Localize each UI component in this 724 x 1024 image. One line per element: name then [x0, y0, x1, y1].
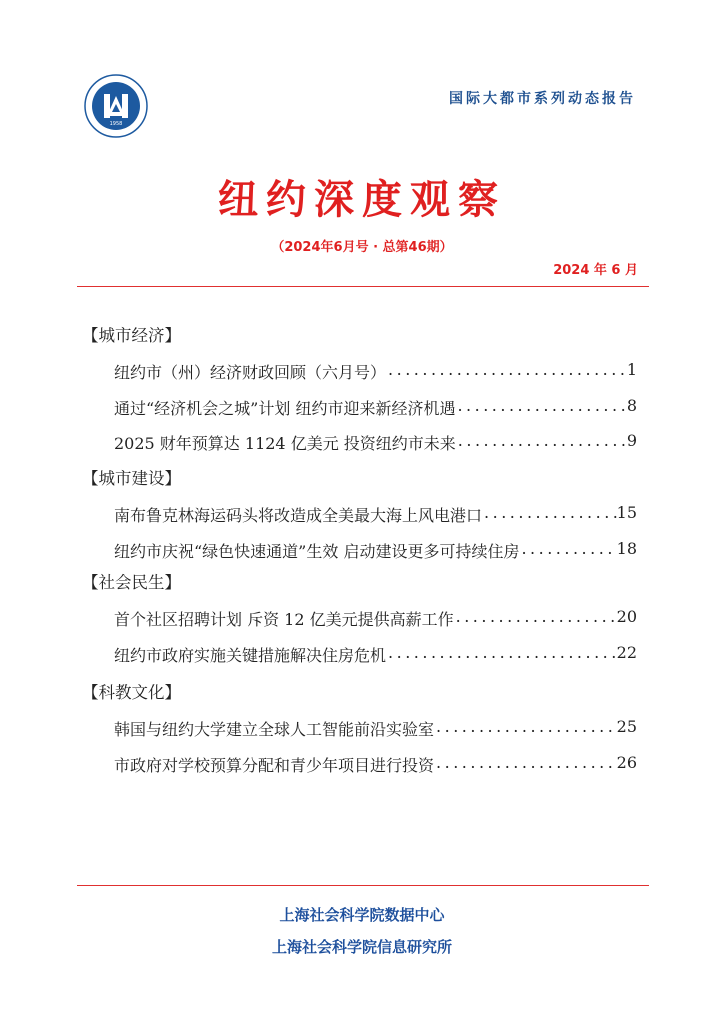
footer-divider — [77, 885, 649, 886]
issue-number: （2024年6月号 · 总第46期） — [271, 240, 453, 255]
footer-org-1: 上海社会科学院数据中心 — [279, 906, 445, 924]
toc-entry-title: 纽约市庆祝“绿色快速通道”生效 启动建设更多可持续住房 — [114, 541, 520, 561]
toc-entry-page: 18 — [616, 538, 637, 558]
toc-entry-title: 市政府对学校预算分配和青少年项目进行投资 — [114, 755, 435, 775]
toc-entry-page: 25 — [616, 717, 637, 736]
toc-entry-title: 纽约市政府实施关键措施解决住房危机 — [114, 645, 387, 665]
toc-entry-title: 纽约市（州）经济财政回顾（六月号） — [114, 363, 387, 382]
svg-text:1958: 1958 — [109, 121, 123, 127]
toc-entry-title: 南布鲁克林海运码头将改造成全美最大海上风电港口 — [114, 506, 483, 525]
toc-entry-page: 26 — [616, 752, 637, 772]
toc-entry[interactable] — [114, 607, 637, 630]
toc-section-heading: 【城市经济】 — [82, 326, 181, 345]
toc-entry-page: 22 — [616, 642, 637, 662]
toc-entry[interactable] — [114, 503, 637, 526]
leader-dots — [482, 503, 617, 526]
leader-dots — [434, 753, 617, 776]
toc-entry[interactable] — [114, 753, 637, 776]
toc-entry[interactable] — [114, 360, 637, 383]
toc-entry-page: 20 — [616, 607, 637, 626]
issue-date: 2024 年 6 月 — [553, 263, 638, 278]
toc-entry-title: 韩国与纽约大学建立全球人工智能前沿实验室 — [114, 720, 435, 739]
leader-dots — [386, 643, 617, 666]
toc-entry-title: 通过“经济机会之城”计划 纽约市迎来新经济机遇 — [114, 398, 456, 418]
leader-dots — [456, 431, 627, 454]
leader-dots — [455, 396, 626, 419]
toc-entry[interactable] — [114, 539, 637, 562]
toc-entry[interactable] — [114, 431, 637, 454]
academy-logo — [84, 74, 148, 138]
toc-entry-page: 8 — [626, 395, 637, 415]
series-title: 国际大都市系列动态报告 — [449, 91, 636, 107]
toc-entry-page: 15 — [616, 503, 637, 522]
toc-entry-title: 2025 财年预算达 1124 亿美元 投资纽约市未来 — [114, 434, 456, 453]
leader-dots — [434, 717, 617, 740]
leader-dots — [454, 607, 617, 630]
footer-org-2: 上海社会科学院信息研究所 — [271, 938, 452, 956]
toc-section-heading: 【城市建设】 — [82, 469, 181, 488]
toc-section-heading: 【社会民生】 — [82, 573, 181, 592]
toc-entry-title: 首个社区招聘计划 斥资 12 亿美元提供高薪工作 — [114, 610, 454, 629]
toc-entry[interactable] — [114, 643, 637, 666]
leader-dots — [386, 360, 627, 383]
page-title: 纽约深度观察 — [218, 176, 506, 223]
toc-entry[interactable] — [114, 717, 637, 740]
toc-entry[interactable] — [114, 396, 637, 419]
header-divider — [77, 286, 649, 287]
toc-entry-page: 9 — [626, 431, 637, 450]
toc-section-heading: 【科教文化】 — [82, 683, 181, 702]
toc-entry-page: 1 — [626, 360, 637, 379]
leader-dots — [519, 539, 616, 562]
